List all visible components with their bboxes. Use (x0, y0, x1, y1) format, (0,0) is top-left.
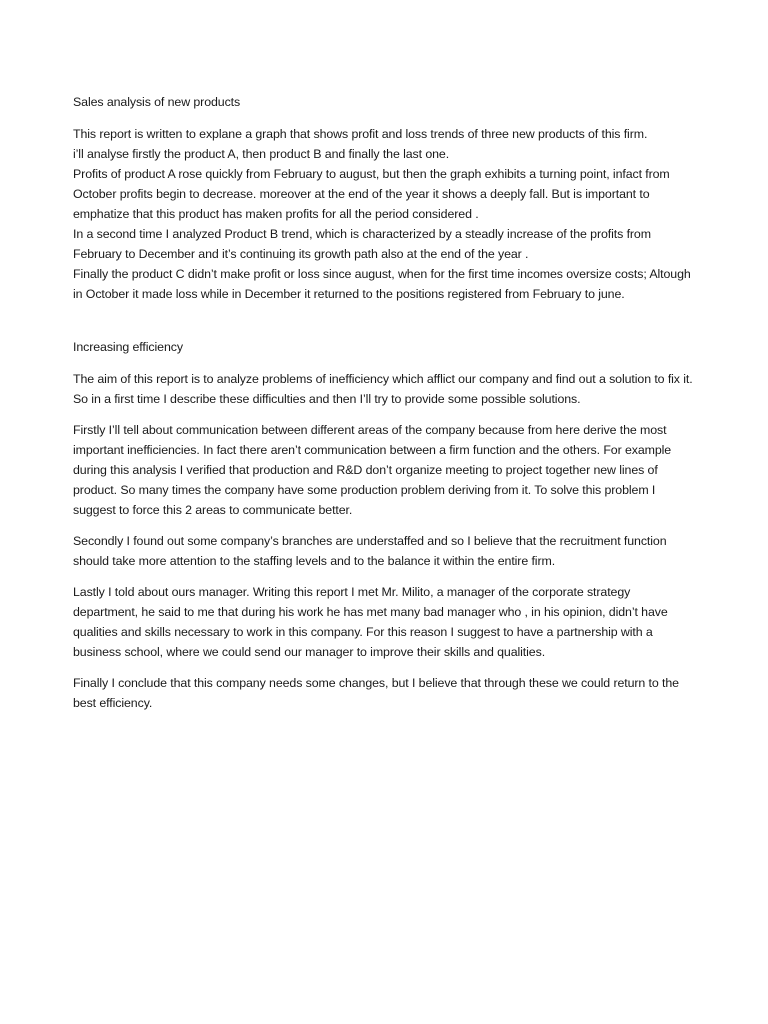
efficiency-paragraph-managers: Lastly I told about ours manager. Writing this report I met Mr. Milito, a manager of the corporate strategy department, he said to me that during his work he has met many bad manager who , in his opinion, didn’t have qualities and skills necessary to work in this company. For this reason I suggest to have a partnership with a business school, where we could send our manager to improve their skills and qualities. (73, 585, 668, 659)
sales-paragraph-intro: This report is written to explane a graph that shows profit and loss trends of three new products of this firm. (73, 127, 648, 141)
efficiency-paragraph-conclusion: Finally I conclude that this company needs some changes, but I believe that through these we could return to the best efficiency. (73, 676, 679, 710)
section-heading-increasing-efficiency: Increasing efficiency (73, 340, 183, 354)
efficiency-paragraph-aim: The aim of this report is to analyze problems of inefficiency which afflict our company and find out a solution to fix it. So in a first time I describe these difficulties and then I’ll try to provide some possible solutions. (73, 372, 693, 406)
sales-paragraph-product-a: Profits of product A rose quickly from February to august, but then the graph exhibits a turning point, infact from October profits begin to decrease. moreover at the end of the year it shows a deeply fall. But is important to emphatize that this product has maken profits for all the period considered . (73, 167, 670, 221)
sales-paragraph-order: i’ll analyse firstly the product A, then product B and finally the last one. (73, 147, 450, 161)
section-heading-sales-analysis: Sales analysis of new products (73, 95, 241, 109)
efficiency-paragraph-staffing: Secondly I found out some company’s branches are understaffed and so I believe that the recruitment function should take more attention to the staffing levels and to the balance it within the entire firm. (73, 534, 667, 568)
section-spacer (73, 304, 695, 337)
sales-paragraph-product-b: In a second time I analyzed Product B trend, which is characterized by a steadly increase of the profits from February to December and it’s continuing its growth path also at the end of the year . (73, 227, 651, 261)
document-page (73, 92, 695, 724)
efficiency-paragraph-communication: Firstly I’ll tell about communication between different areas of the company because from here derive the most important inefficiencies. In fact there aren’t communication between a firm function and the others. For example during this analysis I verified that production and R&D don’t organize meeting to project together new lines of product. So many times the company have some production problem deriving from it. To solve this problem I suggest to force this 2 areas to communicate better. (73, 423, 672, 517)
sales-paragraph-product-c: Finally the product C didn’t make profit or loss since august, when for the first time incomes oversize costs; Altough in October it made loss while in December it returned to the positions registered from February to june. (73, 267, 691, 301)
